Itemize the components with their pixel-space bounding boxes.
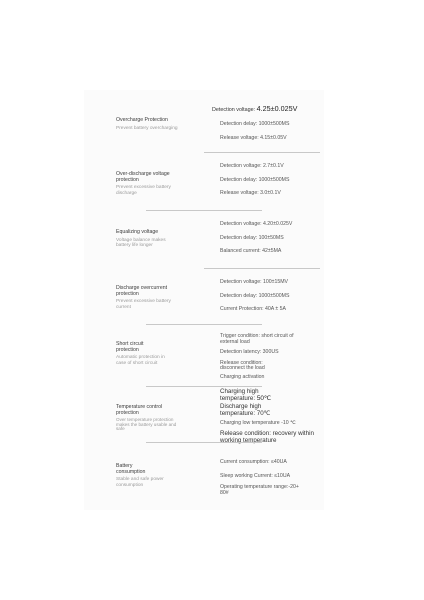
section-description: Automatic protection in case of short circuit xyxy=(116,355,165,366)
section-description: Prevent excessive battery discharge xyxy=(116,185,171,196)
section-title: Overcharge Protection xyxy=(116,117,168,123)
spec-row: Detection delay: 1000±500MS xyxy=(220,176,290,183)
spec-row: Detection delay: 1000±500MS xyxy=(220,121,290,127)
spec-row: Release voltage: 3.0±0.1V xyxy=(220,190,281,197)
section-description: Prevent battery overcharging xyxy=(116,125,178,131)
divider xyxy=(146,210,262,211)
section-description: Prevent excessive battery current xyxy=(116,299,171,310)
spec-row: Detection voltage: 100±15MV xyxy=(220,279,289,285)
section-title: Discharge overcurrent protection xyxy=(116,285,168,297)
divider xyxy=(146,324,262,325)
spec-row: Charging activation xyxy=(220,373,265,380)
section-title: Short circuit protection xyxy=(116,341,144,353)
highlight-value: 50℃ xyxy=(256,394,272,402)
section-title: Temperature control protection xyxy=(116,404,163,416)
spec-row: Detection voltage: 2.7±0.1V xyxy=(220,163,284,169)
spec-row: Release condition: disconnect the load xyxy=(220,359,265,372)
spec-row: Current consumption: ≤40UA xyxy=(220,459,287,465)
spec-row: Current Protection: 40A ± 5A xyxy=(220,306,286,313)
divider xyxy=(146,442,262,443)
spec-row: Release voltage: 4.15±0.05V xyxy=(220,134,287,141)
spec-row: Release condition: recovery within working temperature xyxy=(220,429,314,444)
section-title: Battery consumption xyxy=(116,463,146,475)
divider xyxy=(146,386,262,387)
spec-row: Detection voltage: 4.25±0.025V xyxy=(212,104,298,113)
spec-row: Balanced current: 42±5MA xyxy=(220,248,282,255)
spec-row: Detection latency: 300US xyxy=(220,349,279,356)
section-title: Over-discharge voltage protection xyxy=(116,171,170,183)
spec-panel xyxy=(84,90,324,510)
section-title: Equalizing voltage xyxy=(116,229,159,235)
spec-row: Sleep working Current: ≤10UA xyxy=(220,472,291,479)
section-description: Over temperature protection makes the battery usable and safe xyxy=(116,417,177,431)
spec-row: Detection delay: 1000±500MS xyxy=(220,292,290,299)
spec-row: Operating temperature range:-20+ 80# xyxy=(220,484,299,496)
divider xyxy=(204,268,320,269)
section-description: Stable and safe power consumption xyxy=(116,477,164,488)
spec-row: Charging high temperature: 50℃ xyxy=(220,388,272,402)
spec-row: Trigger condition: short circuit of external load xyxy=(220,333,294,345)
highlight-value: 4.25±0.025V xyxy=(256,104,298,113)
divider xyxy=(204,152,320,153)
spec-row: Charging low temperature -10 ℃ xyxy=(220,420,296,427)
spec-row: Detection voltage: 4.20±0.025V xyxy=(220,221,293,227)
section-description: Voltage balance makes battery life longer xyxy=(116,237,166,248)
spec-row: Discharge high temperature: 70℃ xyxy=(220,403,271,417)
spec-row: Detection delay: 100±50MS xyxy=(220,234,284,241)
